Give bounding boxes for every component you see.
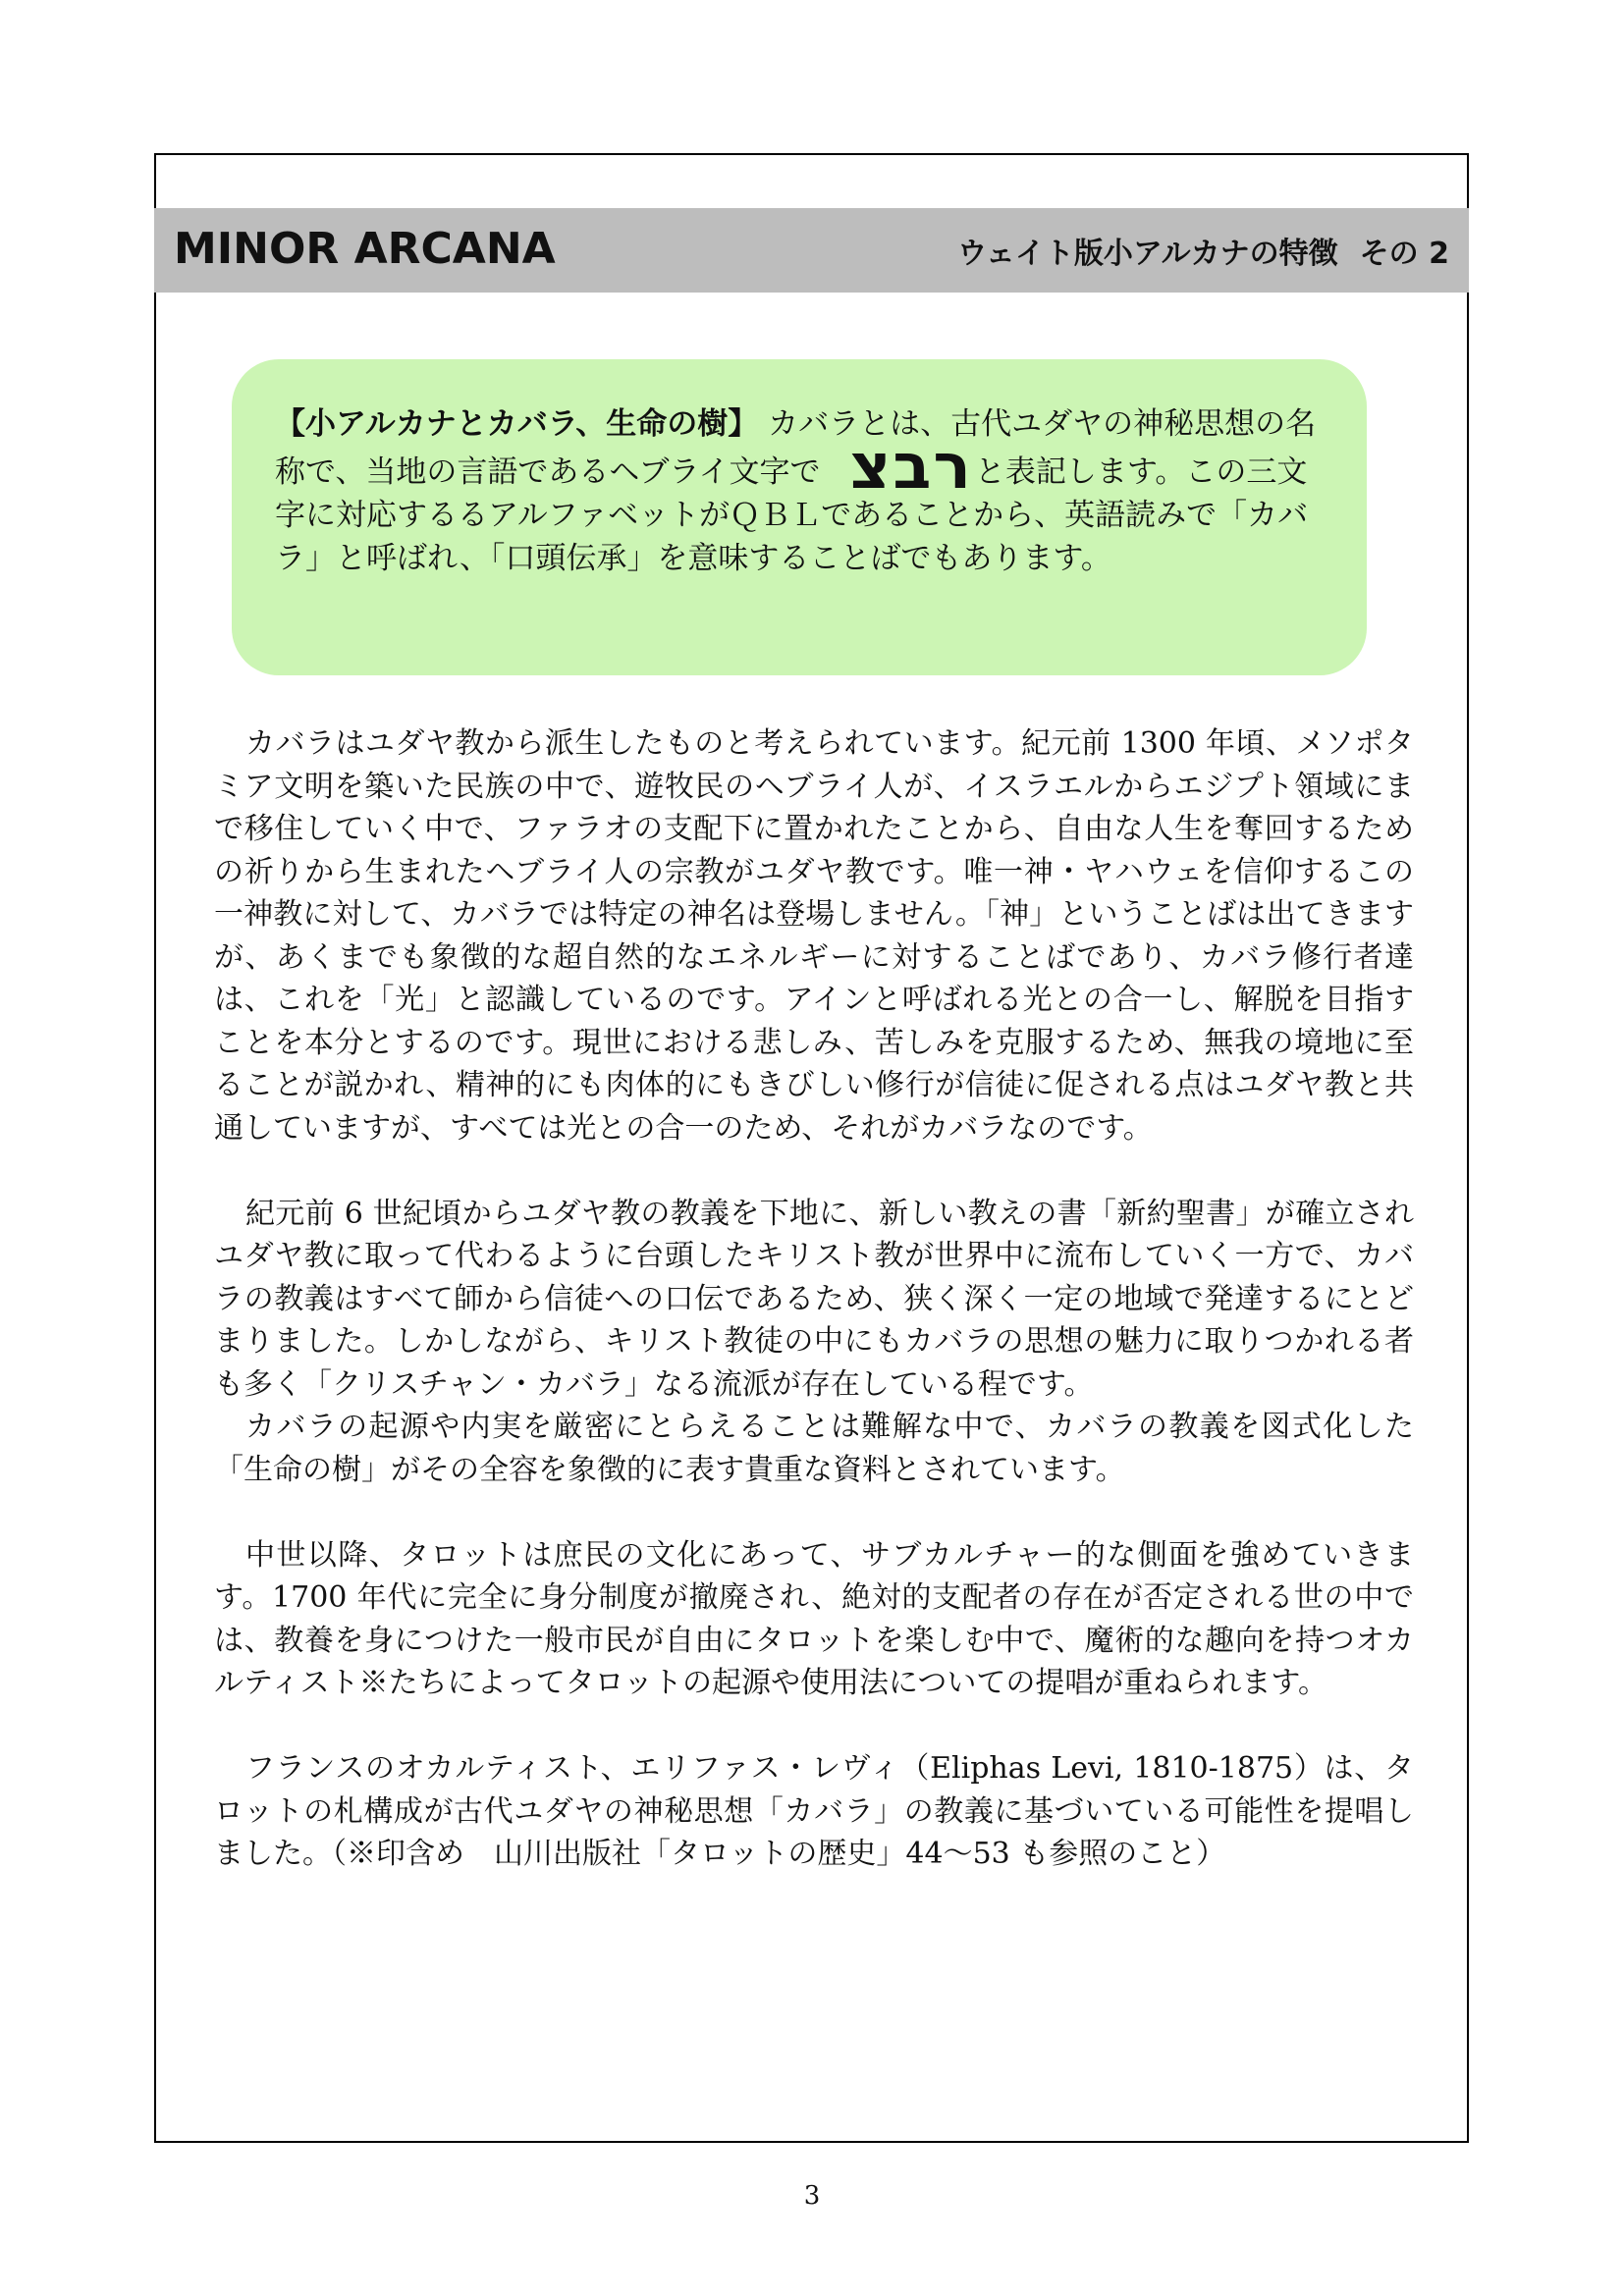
callout-text-1: カバラとは、古代ユダヤの神秘思想の名称で、当地の言語であるヘブライ文字で [275, 406, 1317, 490]
body-paragraph-2: 紀元前 6 世紀頃からユダヤ教の教義を下地に、新しい教えの書「新約聖書」が確立されユダヤ教に取って代わるように台頭したキリスト教が世界中に流布していく一方で、カバラの教義はすべて師から信徒への口伝であるため、狭く深く一定の地域で発達するにとどまりました。しかしながら、キリスト教徒の中にもカバラの思想の魅力に取りつかれる者も多く「クリスチャン・カバラ」なる流派が存在している程です。 [214, 1196, 1414, 1402]
body-paragraph-4: 中世以降、タロットは庶民の文化にあって、サブカルチャー的な側面を強めていきます。1700 年代に完全に身分制度が撤廃され、絶対的支配者の存在が否定される世の中では、教養を身につけた一般市民が自由にタロットを楽しむ中で、魔術的な趣向を持つオカルティスト※たちによってタロットの起源や使用法についての提唱が重ねられます。 [214, 1537, 1414, 1700]
section-header [154, 208, 1469, 293]
body-paragraph-5: フランスのオカルティスト、エリファス・レヴィ（Eliphas Levi, 1810-1875）は、タロットの札構成が古代ユダヤの神秘思想「カバラ」の教義に基づいている可能性を提唱しました。（※印含め 山川出版社「タロットの歴史」44～53 も参照のこと） [214, 1751, 1414, 1871]
hebrew-word: רבצ [849, 431, 973, 504]
body-paragraph-3: カバラの起源や内実を厳密にとらえることは難解な中で、カバラの教義を図式化した「生命の樹」がその全容を象徴的に表す貴重な資料とされています。 [214, 1410, 1414, 1487]
body-paragraph-1: カバラはユダヤ教から派生したものと考えられています。紀元前 1300 年頃、メソポタミア文明を築いた民族の中で、遊牧民のヘブライ人が、イスラエルからエジプト領域にまで移住していく中で、ファラオの支配下に置かれたことから、自由な人生を奪回するための祈りから生まれたヘブライ人の宗教がユダヤ教です。唯一神・ヤハウェを信仰するこの一神教に対して、カバラでは特定の神名は登場しません。「神」ということばは出てきますが、あくまでも象徴的な超自然的なエネルギーに対することばであり、カバラ修行者達は、これを「光」と認識しているのです。アインと呼ばれる光との合一し、解脱を目指すことを本分とするのです。現世における悲しみ、苦しみを克服するため、無我の境地に至ることが説かれ、精神的にも肉体的にもきびしい修行が信徒に促される点はユダヤ教と共通していますが、すべては光との合一のため、それがカバラなのです。 [214, 726, 1414, 1146]
intro-callout [232, 359, 1367, 675]
section-subtitle-part: その 2 [1359, 237, 1449, 271]
body-text [214, 722, 1414, 1876]
section-subtitle-text: ウェイト版小アルカナの特徴 [957, 237, 1338, 271]
callout-text-2: と表記します。この三文字に対応するるアルファベットがＱＢＬであることから、英語読みで「カバラ」と呼ばれ、「口頭伝承」を意味することばでもあります。 [275, 454, 1309, 576]
callout-lead: 【小アルカナとカバラ、生命の樹】 [275, 406, 759, 442]
section-title: MINOR ARCANA [174, 224, 556, 274]
section-subtitle [957, 238, 1449, 270]
callout-paragraph [275, 402, 1327, 580]
page-number: 3 [803, 2181, 821, 2211]
